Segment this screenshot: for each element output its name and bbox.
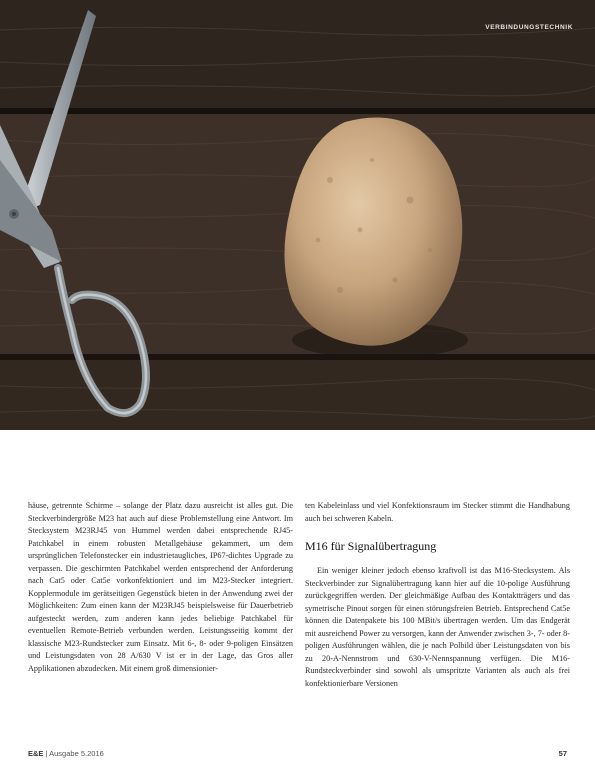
page-number: 57 <box>558 749 567 758</box>
footer-brand: E&E <box>28 749 44 758</box>
paragraph-right-body: Ein weniger kleiner jedoch ebenso kraftvoll ist das M16-Stecksystem. Als Steckverbinder zur Signalübertragung kann hier auf die 10-polige Ausführung zurückgegriffen werden. Der gleichmäßige Aufbau des Kontaktträgers und das symetrische Pinout sorgen für einen störungsfreien Betrieb. Entsprechend Cat5e können die Datenpakete bis 100 MBit/s übertragen werden. Um das Endgerät mit ausreichend Power zu versorgen, kann der Anwender zwischen 3-, 7- oder 8-poligen Ausführungen wählen, die je nach Polbild über Leistungsdaten von bis zu 20-A-Nennstrom und 630-V-Nennspannung verfügen. Die M16-Rundsteckverbinder sind sowohl als umspritzte Varianten als auch als frei konfektionierbare Versionen <box>305 566 570 688</box>
article-column-left <box>28 500 293 675</box>
article-column-right <box>305 500 570 690</box>
paragraph-left: häuse, getrennte Schirme – solange der Platz dazu ausreicht ist alles gut. Die Steckverbindergröße M23 hat auch auf diese Problemstellung eine Antwort. Im Stecksystem M23RJ45 von Hummel werden dabei entsprechende RJ45-Patchkabel in einem robusten Metallgehäuse gekammert, um dem ursprünglichen Telefonstecker ein industrietaugliches, IP67-dichtes Upgrade zu verpassen. Die geschirmten Patchkabel werden entsprechend der Anforderung nach Cat5 oder Cat5e vorkonfektioniert und im M23-Stecker integriert. Kopplermodule im gerätseitigen Gegenstück bieten in der Anwendung zwei der Möglichkeiten: Zum einen kann der M23RJ45 beispielsweise für Dauerbetrieb aufgesteckt werden, zum anderen kann jedes beliebige Patchkabel für eventuellen Remote-Betrieb verbunden werden. Leistungsseitig kommt der klassische M23-Rundstecker zum Einsatz. Mit 6-, 8- oder 9-poligen Einsätzen und Leistungsdaten von 28 A/630 V ist er in der Lage, das Gros aller Applikationen abzudecken. Mit einem groß dimensionier- <box>28 501 293 673</box>
footer-issue <box>28 749 104 758</box>
section-label: VERBINDUNGSTECHNIK <box>485 24 573 31</box>
footer-issue-text: | Ausgabe 5.2016 <box>45 749 104 758</box>
paragraph-right-intro: ten Kabeleinlass und viel Konfektionsraum im Stecker stimmt die Handhabung auch bei schweren Kabeln. <box>305 501 570 523</box>
section-heading: M16 für Signalübertragung <box>305 539 437 553</box>
